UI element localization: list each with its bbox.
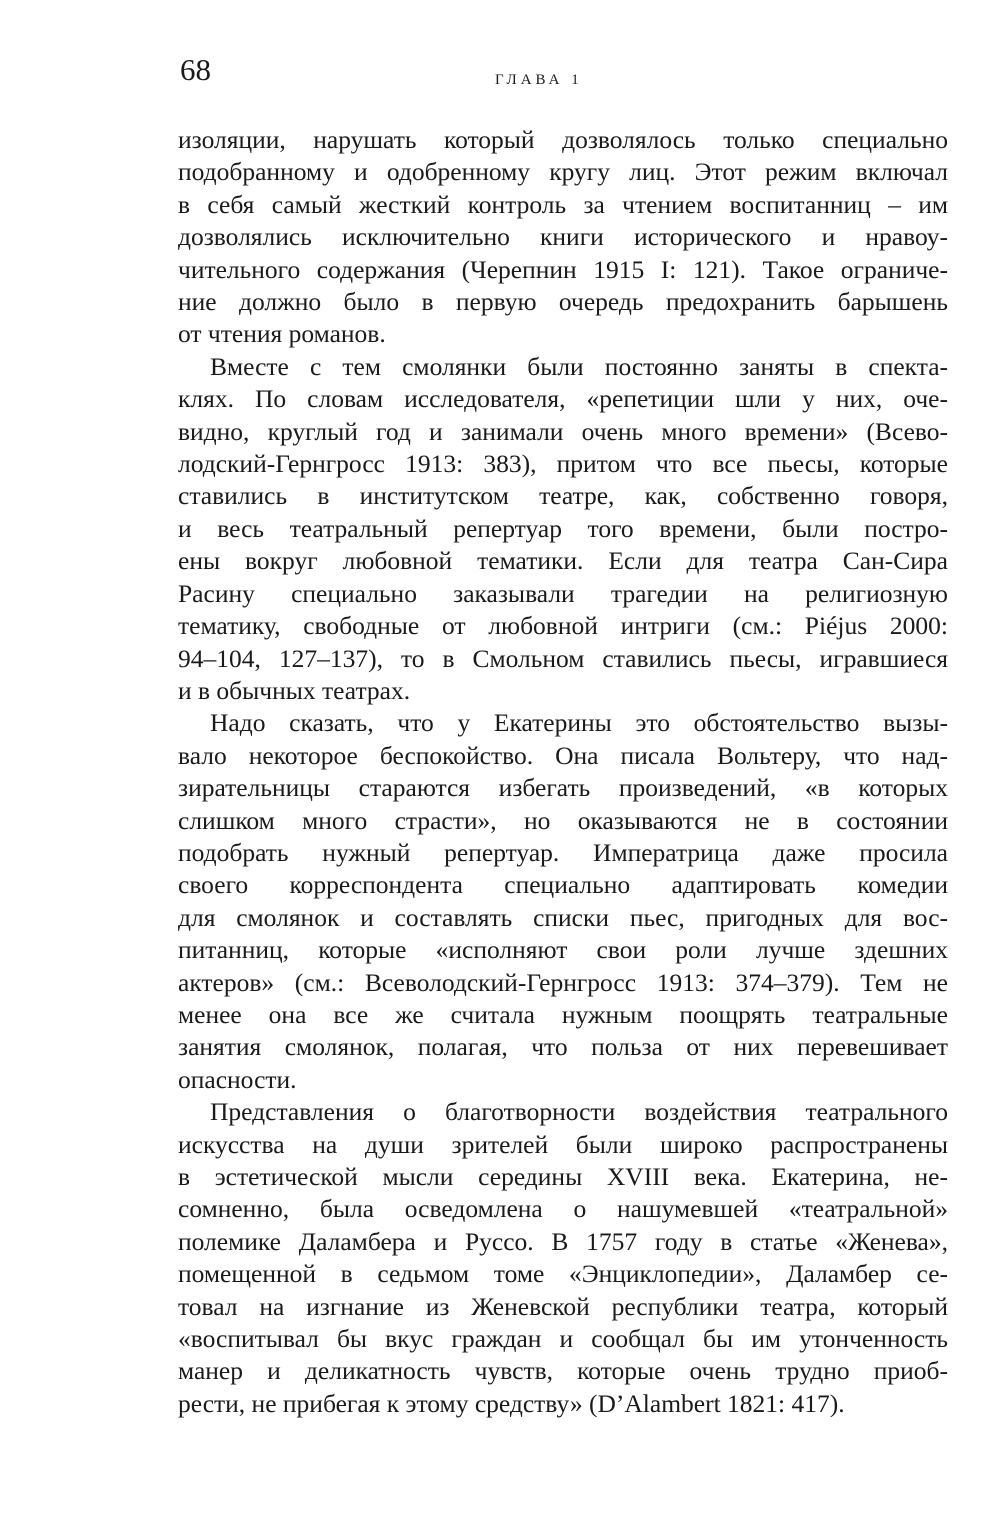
text-line: вало некоторое беспокойство. Она писала Вольтеру, что над- bbox=[178, 740, 948, 770]
text-line: зирательницы стараются избегать произведений, «в которых bbox=[178, 773, 948, 803]
text-line: в эстетической мысли середины XVIII века. Екатерина, не- bbox=[178, 1162, 948, 1191]
text-line: тематику, свободные от любовной интриги (см.: Piéjus 2000: bbox=[178, 611, 948, 641]
text-line: менее она все же считала нужным поощрять театральные bbox=[178, 999, 948, 1029]
text-line: Надо сказать, что у Екатерины это обстоятельство вызы- bbox=[210, 708, 948, 738]
text-line: в себя самый жесткий контроль за чтением воспитанниц – им bbox=[178, 189, 948, 219]
text-line: питанниц, которые «исполняют свои роли лучше здешних bbox=[178, 935, 948, 965]
text-line: для смолянок и составлять списки пьес, пригодных для вос- bbox=[178, 902, 948, 932]
paragraph bbox=[178, 351, 948, 707]
text-line: видно, круглый год и занимали очень много времени» (Всево- bbox=[178, 416, 948, 446]
text-line: актеров» (см.: Всеволодский-Гернгросс 1913: 374–379). Тем не bbox=[178, 967, 948, 997]
text-line: товал на изгнание из Женевской республики театра, который bbox=[178, 1291, 948, 1321]
text-line: сомненно, была осведомлена о нашумевшей «театральной» bbox=[178, 1194, 948, 1224]
text-line: помещенной в седьмом томе «Энциклопедии», Даламбер се- bbox=[178, 1259, 948, 1289]
text-line: от чтения романов. bbox=[178, 319, 386, 349]
page-number: 68 bbox=[180, 52, 211, 87]
text-line: изоляции, нарушать который дозволялось только специально bbox=[178, 125, 948, 154]
text-line: полемике Даламбера и Руссо. В 1757 году в статье «Женева», bbox=[178, 1226, 948, 1256]
paragraph bbox=[178, 707, 948, 1096]
text-line: дозволялись исключительно книги исторического и нравоу- bbox=[178, 222, 948, 252]
text-line: слишком много страсти», но оказываются не в состоянии bbox=[178, 805, 948, 835]
text-line: лодский-Гернгросс 1913: 383), притом что все пьесы, которые bbox=[178, 449, 948, 479]
text-line: чительного содержания (Черепнин 1915 I: 121). Такое ограниче- bbox=[178, 254, 948, 284]
text-line: ние должно было в первую очередь предохранить барышень bbox=[178, 287, 948, 317]
text-line: занятия смолянок, полагая, что польза от них перевешивает bbox=[178, 1032, 948, 1062]
text-line: Расину специально заказывали трагедии на религиозную bbox=[178, 578, 948, 608]
text-line: клях. По словам исследователя, «репетиции шли у них, оче- bbox=[178, 384, 948, 414]
text-line: опасности. bbox=[178, 1064, 297, 1094]
running-head: ГЛАВА 1 bbox=[495, 72, 583, 88]
text-line: искусства на души зрителей были широко распространены bbox=[178, 1129, 948, 1159]
text-line: Представления о благотворности воздействия театрального bbox=[210, 1097, 948, 1127]
text-line: своего корреспондента специально адаптировать комедии bbox=[178, 870, 948, 900]
text-line: и в обычных театрах. bbox=[178, 675, 411, 705]
text-line: «воспитывал бы вкус граждан и сообщал бы им утонченность bbox=[178, 1324, 948, 1354]
paragraph bbox=[178, 1096, 948, 1420]
paragraph bbox=[178, 124, 948, 351]
text-line: 94–104, 127–137), то в Смольном ставились пьесы, игравшиеся bbox=[178, 643, 948, 673]
text-line: манер и деликатность чувств, которые очень трудно приоб- bbox=[178, 1356, 948, 1386]
text-line: рести, не прибегая к этому средству» (D’Alambert 1821: 417). bbox=[178, 1388, 845, 1418]
text-line: подобранному и одобренному кругу лиц. Этот режим включал bbox=[178, 157, 948, 187]
text-line: и весь театральный репертуар того времени, были постро- bbox=[178, 513, 948, 543]
text-line: Вместе с тем смолянки были постоянно заняты в спекта- bbox=[210, 351, 948, 381]
text-line: ставились в институтском театре, как, собственно говоря, bbox=[178, 481, 948, 511]
text-block bbox=[178, 124, 948, 1420]
text-line: подобрать нужный репертуар. Императрица даже просила bbox=[178, 837, 948, 867]
text-line: ены вокруг любовной тематики. Если для театра Сан-Сира bbox=[178, 546, 948, 576]
